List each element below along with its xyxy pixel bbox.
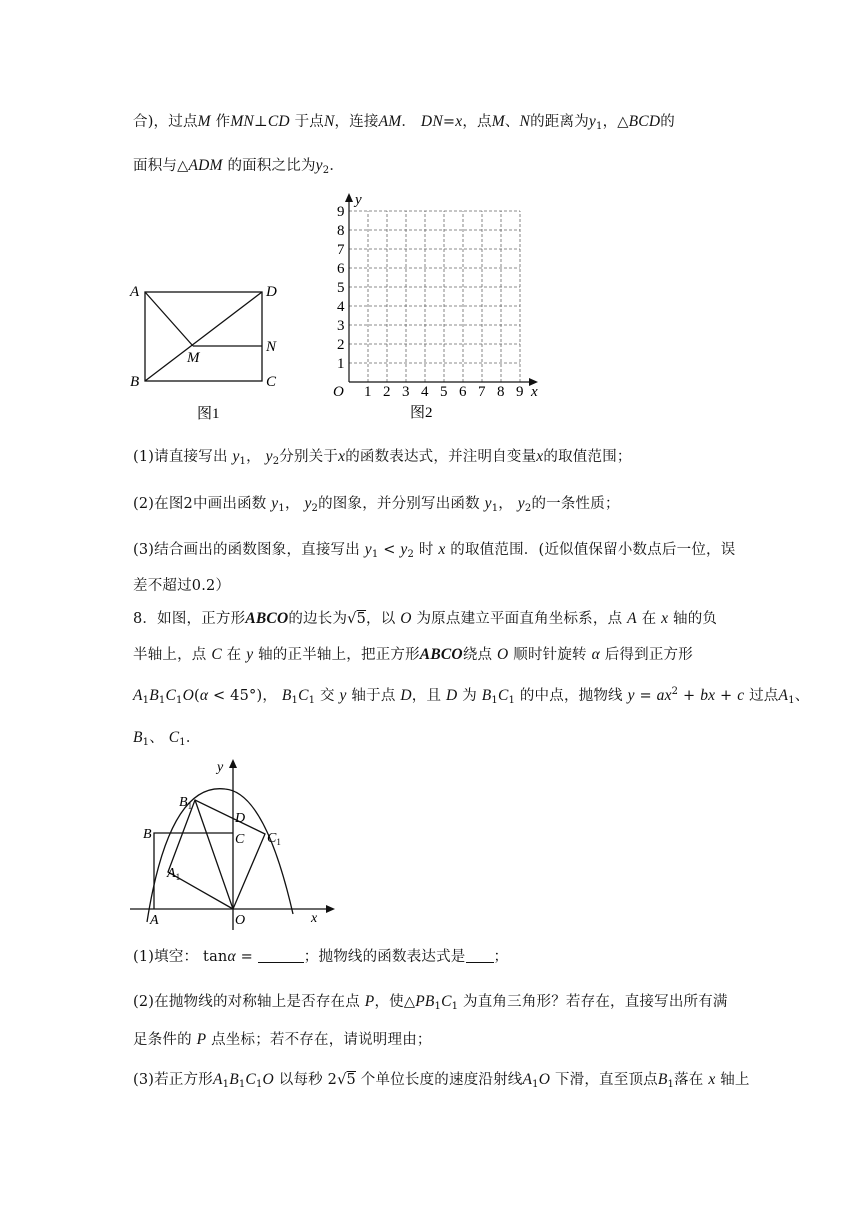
- text: (2)在抛物线的对称轴上是否存在点: [133, 994, 360, 1010]
- y-tick-label: 8: [337, 223, 345, 239]
- q8-line-2: 半轴上，点 C 在 y 轴的正半轴上，把正方形ABCO绕点 O 顺时针旋转 α 后得到正方形: [133, 646, 693, 663]
- text: 落在: [674, 1072, 704, 1088]
- text: ；抛物线的函数表达式是: [303, 949, 466, 965]
- label-M: M: [187, 350, 200, 366]
- text: 的: [660, 114, 675, 130]
- text: 为直角三角形？若存在，直接写出所有满: [463, 994, 728, 1010]
- x-tick-label: 5: [440, 384, 448, 400]
- label-C: C: [235, 832, 245, 847]
- text: 的边长为: [288, 611, 348, 627]
- text: 、: [504, 114, 520, 130]
- text: (1)请直接写出: [133, 449, 228, 465]
- text: ，: [602, 114, 618, 130]
- text: ．: [185, 730, 201, 746]
- text: 点坐标；若不存在，请说明理由；: [211, 1032, 432, 1048]
- x-tick-label: 6: [459, 384, 467, 400]
- answer-blank[interactable]: [258, 948, 304, 963]
- text: 绕点: [462, 647, 493, 663]
- intro-line-2: 面积与△ADM 的面积之比为$y_2$．: [133, 157, 345, 176]
- figure-1-caption: 图1: [197, 406, 220, 422]
- text: 的图象，并分别写出函数: [318, 496, 480, 512]
- text: 、: [794, 688, 810, 704]
- text: 时: [418, 542, 434, 558]
- text: 半轴上，点: [133, 647, 207, 663]
- text: 的取值范围；: [543, 449, 632, 465]
- y-axis-arrow-icon: [229, 759, 237, 768]
- x-tick-label: 1: [364, 384, 372, 400]
- text: ；: [493, 949, 509, 965]
- text: ，且: [411, 688, 442, 704]
- q7-part-1: (1)请直接写出 $y_1$， $y_2$分别关于x的函数表达式，并注明自变量x的取值范围；: [133, 448, 632, 467]
- x-tick-label: 4: [421, 384, 429, 400]
- y-tick-label: 4: [337, 299, 345, 315]
- text: (3)若正方形: [133, 1072, 213, 1088]
- text: 作: [215, 114, 231, 130]
- label-B: B: [143, 827, 152, 842]
- origin-label: O: [333, 384, 344, 400]
- text: (2)在图2中画出函数: [133, 496, 267, 512]
- y-tick-label: 3: [337, 318, 345, 334]
- x-axis-arrow-icon: [326, 905, 335, 913]
- x-axis-label: x: [531, 384, 538, 400]
- q8-line-3: $A_1B_1C_1O(\alpha < 45^\circ)$， $B_1C_1$ 交 y 轴于点 D，且 D 为 $B_1C_1$ 的中点，抛物线 $y = ax^2$ + bx + c 过点$A_1$、: [133, 686, 810, 706]
- text: 于点: [294, 114, 324, 130]
- label-B1: $B_1$: [179, 795, 193, 811]
- q8-line-1: 8．如图，正方形ABCO的边长为√5，以 O 为原点建立平面直角坐标系，点 A 在 x 轴的负: [133, 610, 718, 627]
- label-B: B: [130, 374, 140, 390]
- text: ，连接: [334, 114, 379, 130]
- y-tick-label: 6: [337, 261, 345, 277]
- y-tick-label: 9: [337, 204, 345, 220]
- text: 个单位长度的速度沿射线: [360, 1072, 523, 1088]
- text: 后得到正方形: [604, 647, 693, 663]
- text: 的距离为: [530, 114, 589, 130]
- text: 的一条性质；: [531, 496, 620, 512]
- label-C1: $C_1$: [267, 831, 281, 847]
- y-axis-label: y: [355, 192, 362, 208]
- figure-2-grid: [325, 190, 550, 425]
- text: 分别关于: [279, 449, 339, 465]
- y-axis-arrow-icon: [345, 193, 353, 202]
- text: 的函数表达式，并注明自变量: [345, 449, 537, 465]
- answer-blank[interactable]: [466, 948, 494, 963]
- y-axis-label: y: [217, 760, 224, 775]
- q8-line-4: $B_1$、 $C_1$．: [133, 729, 201, 748]
- q8-part-1: (1)填空： tanα = ；抛物线的函数表达式是 ；: [133, 948, 509, 965]
- q7-part-3: (3)结合画出的函数图象，直接写出 $y_1 < y_2$ 时 x 的取值范围．(近似值保留小数点后一位，误: [133, 541, 736, 560]
- text: 的面积之比为: [227, 158, 316, 174]
- text: 在: [226, 647, 242, 663]
- text: 的中点，抛物线: [519, 688, 623, 704]
- text: 在: [641, 611, 657, 627]
- text: 足条件的: [133, 1032, 192, 1048]
- text: ，: [498, 496, 513, 512]
- text: 的取值范围．(近似值保留小数点后一位，误: [450, 542, 736, 558]
- y-tick-label: 7: [337, 242, 345, 258]
- intro-line-1: 合)，过点M 作MN⊥CD 于点N，连接AM． DN=x，点M、N的距离为$y_1$，△BCD的: [133, 113, 675, 132]
- text: 轴上: [720, 1072, 750, 1088]
- x-tick-label: 9: [516, 384, 524, 400]
- q7-part-2: (2)在图2中画出函数 $y_1$， $y_2$的图象，并分别写出函数 $y_1$， $y_2$的一条性质；: [133, 495, 620, 514]
- label-A: A: [130, 284, 140, 300]
- text: 过点: [749, 688, 779, 704]
- text: (3)结合画出的函数图象，直接写出: [133, 542, 360, 558]
- text: ，: [284, 496, 300, 512]
- label-N: N: [266, 339, 277, 355]
- text: 8．如图，正方形: [133, 611, 246, 627]
- text: ，: [262, 688, 278, 704]
- x-tick-label: 2: [383, 384, 391, 400]
- x-tick-label: 7: [478, 384, 486, 400]
- x-tick-label: 3: [402, 384, 410, 400]
- figure-1-rectangle: [125, 278, 285, 428]
- q8-part-2-cont: 足条件的 P 点坐标；若不存在，请说明理由；: [133, 1031, 432, 1048]
- label-A: A: [150, 913, 159, 928]
- text: 顺时针旋转: [513, 647, 587, 663]
- text: (1)填空：: [133, 949, 199, 965]
- text: 为: [462, 688, 477, 704]
- label-D: D: [235, 811, 246, 826]
- y-tick-label: 2: [337, 337, 345, 353]
- text: ，点: [462, 114, 492, 130]
- text: 为原点建立平面直角坐标系，点: [416, 611, 623, 627]
- text: 轴的负: [673, 611, 718, 627]
- text: ．: [329, 158, 345, 174]
- text: 轴于点: [351, 688, 396, 704]
- q8-part-2: (2)在抛物线的对称轴上是否存在点 P，使$\triangle PB_1C_1$ 为直角三角形？若存在，直接写出所有满: [133, 993, 728, 1012]
- text: 面积与: [133, 158, 178, 174]
- y-tick-label: 5: [337, 280, 345, 296]
- text: ．: [401, 114, 417, 130]
- text: 以每秒: [278, 1072, 323, 1088]
- text: 差不超过0.2）: [133, 578, 231, 594]
- text: ，以: [366, 611, 396, 627]
- text: 轴的正半轴上，把正方形: [258, 647, 420, 663]
- x-axis-label: x: [311, 911, 318, 926]
- text: 下滑，直至顶点: [554, 1072, 658, 1088]
- x-tick-label: 8: [497, 384, 505, 400]
- text: 合)，过点: [133, 114, 198, 130]
- text: ，使: [374, 994, 404, 1010]
- q7-part-3-cont: [133, 574, 230, 595]
- text: 交: [320, 688, 335, 704]
- q8-part-3: (3)若正方形$A_1B_1C_1O$ 以每秒 2√5 个单位长度的速度沿射线$A_1O$ 下滑，直至顶点$B_1$落在 x 轴上: [133, 1071, 750, 1090]
- label-D: D: [266, 284, 277, 300]
- text: 、: [149, 730, 164, 746]
- figure-2-caption: 图2: [410, 405, 433, 421]
- label-O: O: [235, 913, 246, 928]
- text: ，: [246, 449, 261, 465]
- figure-3-parabola: [125, 752, 345, 932]
- label-C: C: [266, 374, 277, 390]
- y-tick-label: 1: [337, 356, 345, 372]
- label-A1: $A_1$: [167, 866, 181, 882]
